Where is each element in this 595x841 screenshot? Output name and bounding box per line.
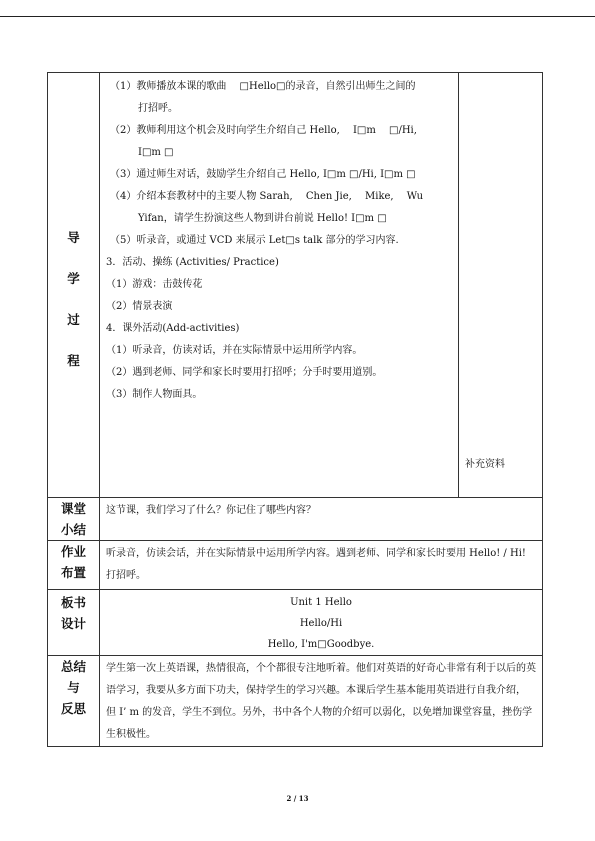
reflection-content-cell <box>100 656 543 747</box>
process-steps <box>100 73 458 471</box>
board-line: Hello/Hi <box>299 618 343 629</box>
board-label-cell <box>48 590 100 656</box>
process-step-line: （2）情景表演 <box>106 301 173 312</box>
reflection-label-line: 反思 <box>60 701 86 716</box>
process-step-line: （1）游戏：击鼓传花 <box>106 279 203 290</box>
board-label-line: 板书 <box>60 595 86 610</box>
process-step-line: （4）介绍本套教材中的主要人物 Sarah, Chen Jie, Mike, Wu <box>110 191 424 202</box>
homework-content-cell <box>100 541 543 590</box>
page-number: 2 / 13 <box>286 794 309 803</box>
header-rule <box>0 16 595 17</box>
summary-row <box>48 498 543 541</box>
process-step-line: （5）听录音，或通过 VCD 来展示 Let□s talk 部分的学习内容. <box>110 235 399 246</box>
homework-row <box>48 541 543 590</box>
process-step-line: 4．课外活动(Add-activities) <box>106 323 240 334</box>
process-step-line: （1）听录音，仿读对话，并在实际情景中运用所学内容。 <box>106 345 363 356</box>
board-line: Unit 1 Hello <box>290 597 352 608</box>
reflection-row <box>48 656 543 747</box>
supplement-cell <box>459 73 543 498</box>
reflection-label-line: 总结 <box>60 659 86 674</box>
process-content-cell <box>100 73 459 498</box>
process-step-line: （2）教师利用这个机会及时向学生介绍自己 Hello, I□m □/Hi, <box>110 125 417 136</box>
board-line: Hello, I'm□Goodbye. <box>267 639 375 650</box>
process-label-char: 过 <box>67 312 80 327</box>
supplement-label: 补充资料 <box>465 459 505 470</box>
process-step-line: Yifan，请学生扮演这些人物到讲台前说 Hello! I□m □ <box>138 213 387 224</box>
process-row <box>48 73 543 498</box>
process-label-char: 程 <box>67 353 80 368</box>
process-step-line: 3．活动、操练 (Activities/ Practice) <box>106 257 279 268</box>
board-row <box>48 590 543 656</box>
process-step-line: （3）通过师生对话，鼓励学生介绍自己 Hello, I□m □/Hi, I□m □ <box>110 169 416 180</box>
process-step-line: （3）制作人物面具。 <box>106 389 203 400</box>
reflection-label-cell <box>48 656 100 747</box>
homework-label-cell <box>48 541 100 590</box>
homework-label-line: 布置 <box>60 565 86 580</box>
process-label-cell <box>48 73 100 498</box>
reflection-text: 学生第一次上英语课，热情很高，个个都很专注地听着。他们对英语的好奇心非常有利于以后的英语学习，我要从多方面下功夫，保持学生的学习兴趣。本课后学生基本能用英语进行自我介绍， 但 I’ m 的发音，学生不到位。另外，书中各个人物的介绍可以弱化，以免增加课堂容量，挫伤学生积极性。 <box>106 663 536 740</box>
process-label-char: 学 <box>67 271 80 286</box>
summary-label-line: 课堂 <box>60 501 86 516</box>
process-step-line: （2）遇到老师、同学和家长时要用打招呼；分手时要用道别。 <box>106 367 383 378</box>
process-step-line: I□m □ <box>138 147 174 158</box>
process-step-line: 打招呼。 <box>138 103 178 114</box>
homework-label-line: 作业 <box>60 544 86 559</box>
lesson-plan-table <box>47 72 543 747</box>
reflection-label-line: 与 <box>67 680 80 695</box>
summary-text: 这节课，我们学习了什么？你记住了哪些内容？ <box>106 505 316 516</box>
board-label-line: 设计 <box>60 616 86 631</box>
process-step-line: （1）教师播放本课的歌曲 □Hello□的录音，自然引出师生之间的 <box>110 81 416 92</box>
summary-content-cell <box>100 498 543 541</box>
homework-text: 听录音，仿读会话，并在实际情景中运用所学内容。遇到老师、同学和家长时要用 Hello! / Hi! 打招呼。 <box>106 548 526 581</box>
board-content-cell <box>100 590 543 656</box>
summary-label-cell <box>48 498 100 541</box>
summary-label-line: 小结 <box>60 522 86 537</box>
process-label-char: 导 <box>67 230 80 245</box>
